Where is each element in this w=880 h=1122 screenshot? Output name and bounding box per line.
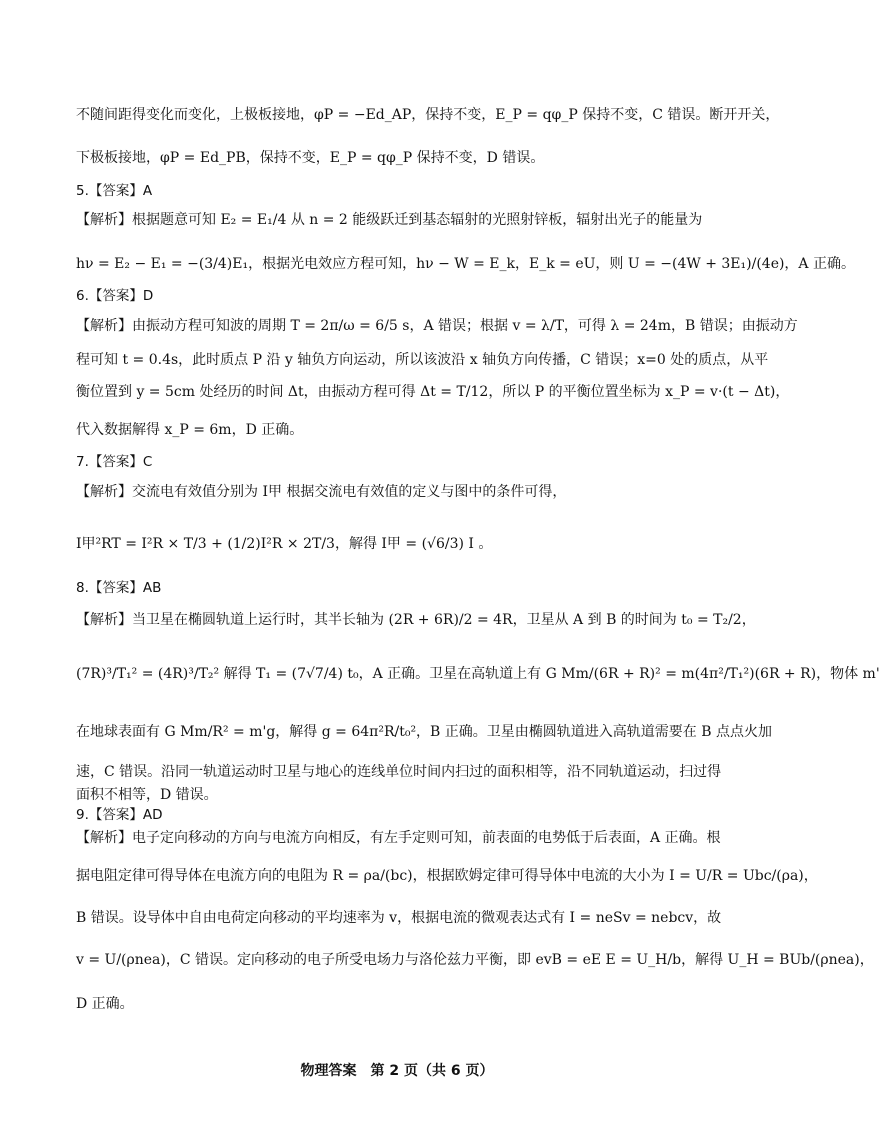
answer-heading-7: 7.【答案】C — [76, 454, 153, 470]
text-line: 下极板接地，φP = Ed_PB，保持不变，E_P = qφ_P 保持不变，D 错误。 — [76, 150, 545, 166]
text-line: 据电阻定律可得导体在电流方向的电阻为 R = ρa/(bc)，根据欧姆定律可得导体中电流的大小为 I = U/R = Ubc/(ρa)， — [76, 868, 818, 884]
answer-heading-8: 8.【答案】AB — [76, 580, 162, 596]
text-line: D 正确。 — [76, 996, 134, 1012]
text-line: I甲²RT = I²R × T/3 + (1/2)I²R × 2T/3，解得 I甲 = (√6/3) I 。 — [76, 536, 493, 552]
answer-heading-6: 6.【答案】D — [76, 288, 154, 304]
text-line: 速，C 错误。沿同一轨道运动时卫星与地心的连线单位时间内扫过的面积相等，沿不同轨道运动，扫过得 — [76, 764, 722, 780]
text-line: (7R)³/T₁² = (4R)³/T₂² 解得 T₁ = (7√7/4) t₀，A 正确。卫星在高轨道上有 G Mm/(6R + R)² = m(4π²/T₁²)(6R + R)，物体 m' — [76, 666, 880, 682]
text-line: 衡位置到 y = 5cm 处经历的时间 Δt，由振动方程可得 Δt = T/12，所以 P 的平衡位置坐标为 x_P = v·(t − Δt)， — [76, 384, 790, 400]
text-line: hν = E₂ − E₁ = −(3/4)E₁，根据光电效应方程可知，hν − W = E_k，E_k = eU，则 U = −(4W + 3E₁)/(4e)，A 正确。 — [76, 256, 855, 272]
text-line: 在地球表面有 G Mm/R² = m'g，解得 g = 64π²R/t₀²，B 正确。卫星由椭圆轨道进入高轨道需要在 B 点点火加 — [76, 724, 772, 740]
page-footer: 物理答案 第 2 页（共 6 页） — [300, 1063, 494, 1079]
text-line: 代入数据解得 x_P = 6m，D 正确。 — [76, 422, 304, 438]
answer-heading-9: 9.【答案】AD — [76, 807, 163, 823]
text-line: 程可知 t = 0.4s，此时质点 P 沿 y 轴负方向运动，所以该波沿 x 轴负方向传播，C 错误；x=0 处的质点，从平 — [76, 352, 769, 368]
text-line: 不随间距得变化而变化，上极板接地，φP = −Ed_AP，保持不变，E_P = qφ_P 保持不变，C 错误。断开开关， — [76, 107, 780, 123]
text-line: B 错误。设导体中自由电荷定向移动的平均速率为 v，根据电流的微观表达式有 I = neSv = nebcv，故 — [76, 910, 722, 926]
text-line: 【解析】交流电有效值分别为 I甲 根据交流电有效值的定义与图中的条件可得， — [76, 484, 567, 500]
answer-heading-5: 5.【答案】A — [76, 183, 153, 199]
text-line: 【解析】根据题意可知 E₂ = E₁/4 从 n = 2 能级跃迁到基态辐射的光照射锌板，辐射出光子的能量为 — [76, 212, 703, 228]
text-line: 【解析】当卫星在椭圆轨道上运行时，其半长轴为 (2R + 6R)/2 = 4R，卫星从 A 到 B 的时间为 t₀ = T₂/2， — [76, 612, 756, 628]
text-line: v = U/(ρnea)，C 错误。定向移动的电子所受电场力与洛伦兹力平衡，即 evB = eE E = U_H/b，解得 U_H = BUb/(ρnea)， — [76, 952, 874, 968]
text-line: 【解析】由振动方程可知波的周期 T = 2π/ω = 6/5 s，A 错误；根据 v = λ/T，可得 λ = 24m，B 错误；由振动方 — [76, 318, 798, 334]
text-line: 【解析】电子定向移动的方向与电流方向相反，有左手定则可知，前表面的电势低于后表面，A 正确。根 — [76, 830, 721, 846]
text-line: 面积不相等，D 错误。 — [76, 787, 218, 803]
